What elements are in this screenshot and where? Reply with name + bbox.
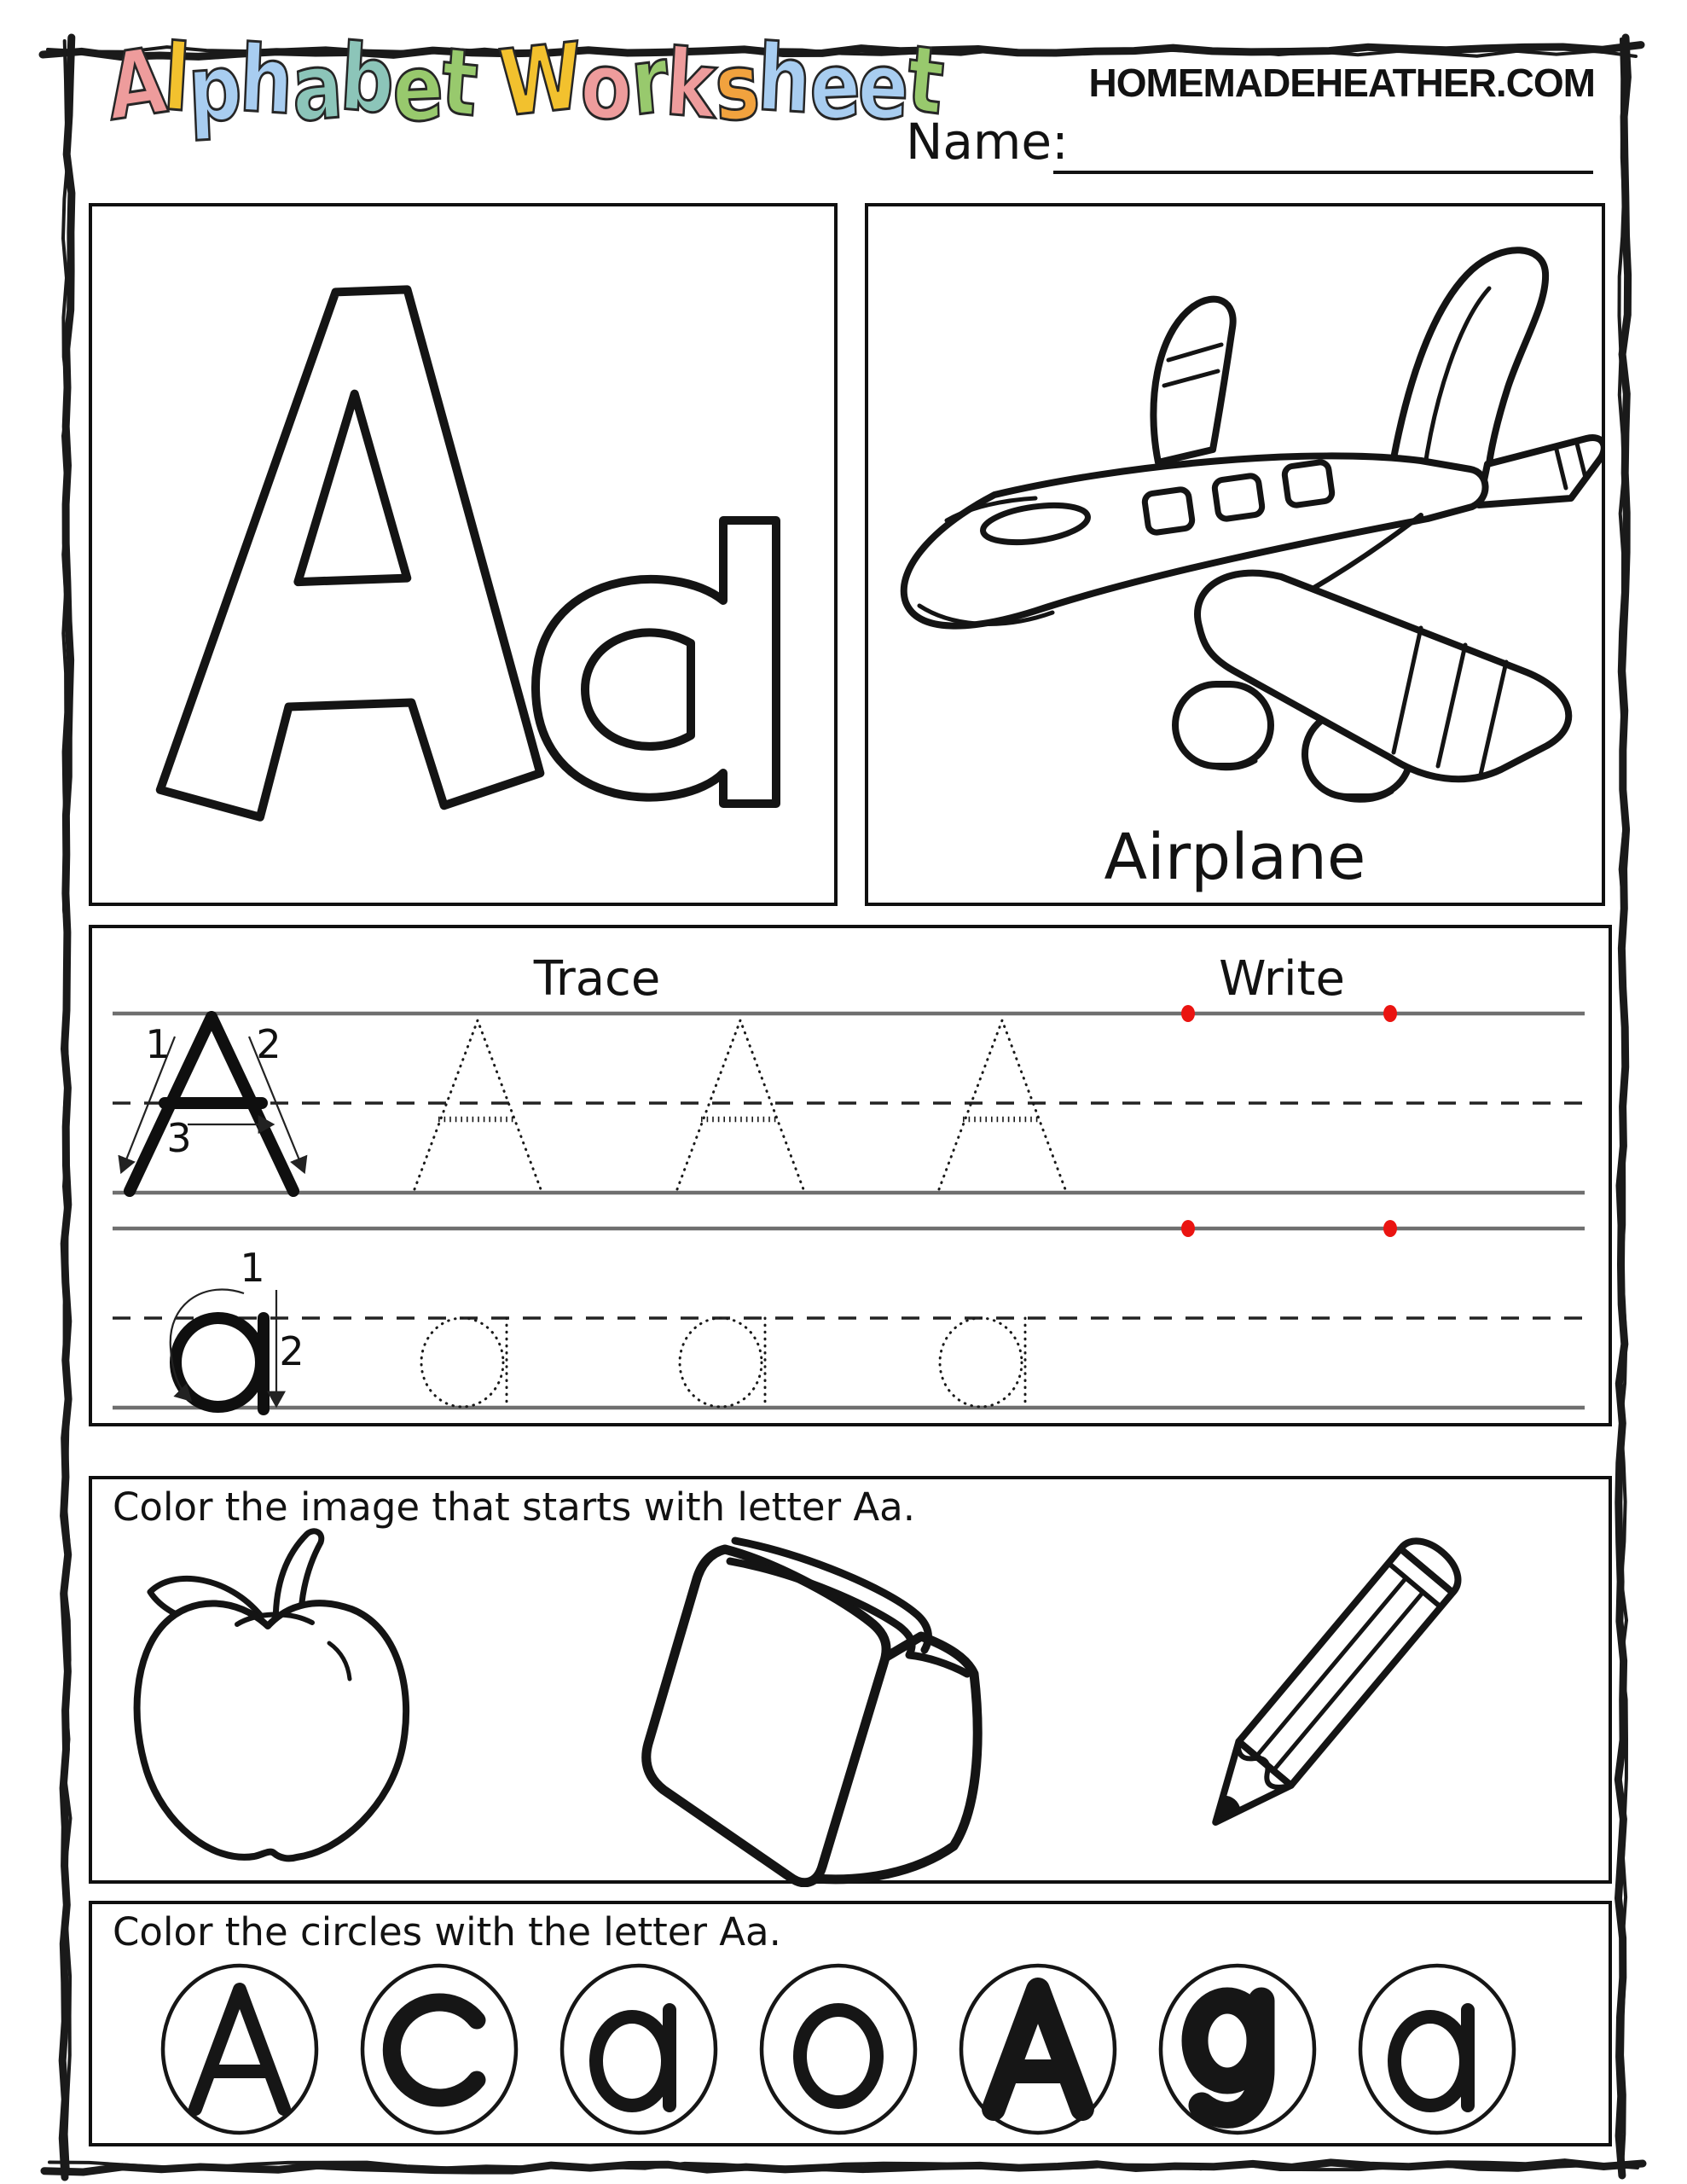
title-letter: o <box>578 31 634 142</box>
example-uppercase-letter <box>122 1017 304 1191</box>
trace-letter-lowercase <box>421 1318 507 1408</box>
title-letter: h <box>755 23 812 135</box>
title-letter: t <box>902 24 947 136</box>
book-illustration <box>522 1529 983 1887</box>
airplane-far-wing <box>1153 299 1232 462</box>
title-letter: l <box>160 23 192 133</box>
trace-write-section <box>89 925 1612 1426</box>
title-letter: a <box>288 31 345 143</box>
stroke-number: 1 <box>145 1021 171 1067</box>
letter-circle <box>163 1966 316 2133</box>
trace-letter-lowercase <box>940 1318 1025 1408</box>
trace-letter-lowercase <box>680 1318 765 1408</box>
handwriting-practice-lines <box>92 928 1609 1423</box>
airplane-illustration <box>868 206 1602 903</box>
title-letter: t <box>438 26 480 137</box>
trace-letter-uppercase <box>415 1020 541 1189</box>
title-letter: e <box>807 31 861 141</box>
stroke-number: 1 <box>240 1245 265 1291</box>
example-lowercase-letter <box>171 1245 304 1409</box>
title-letter: e <box>391 33 444 143</box>
stroke-number: 2 <box>279 1328 304 1374</box>
site-url-text: HOMEMADEHEATHER.COM <box>1088 61 1595 105</box>
stroke-number: 2 <box>256 1021 281 1067</box>
title-letter: A <box>102 26 170 142</box>
trace-letter-uppercase <box>677 1020 803 1189</box>
title-letter: s <box>712 32 760 142</box>
pencil-illustration <box>1153 1522 1503 1884</box>
letter-circle <box>1161 1966 1314 2133</box>
color-circles-instruction: Color the circles with the letter Aa. <box>113 1909 781 1955</box>
letter-circles-row <box>92 1904 1609 2143</box>
bubble-letters-aa <box>92 206 834 903</box>
letter-circle <box>762 1966 915 2133</box>
color-circles-section <box>89 1901 1612 2146</box>
title-letter: h <box>237 24 294 136</box>
uppercase-letter-outline <box>143 286 542 821</box>
apple-illustration <box>109 1524 433 1880</box>
apple-body <box>137 1603 407 1858</box>
title-letter: k <box>663 28 717 140</box>
letter-circle <box>961 1966 1115 2133</box>
trace-heading: Trace <box>533 951 661 1007</box>
airplane-label: Airplane <box>1104 821 1366 894</box>
write-start-dot <box>1181 1005 1195 1022</box>
letter-circle <box>362 1966 516 2133</box>
trace-letter-uppercase <box>939 1020 1065 1189</box>
write-start-dot <box>1383 1220 1397 1237</box>
write-heading: Write <box>1219 951 1345 1007</box>
write-start-dot <box>1181 1220 1195 1237</box>
letter-aa-card <box>89 203 838 906</box>
title-letter: e <box>856 31 909 141</box>
name-write-line <box>1053 171 1593 174</box>
title-letter: b <box>338 23 397 135</box>
title-letter: r <box>626 25 671 136</box>
name-label: Name: <box>906 113 1069 171</box>
airplane-picture-card <box>865 203 1605 906</box>
stroke-number: 3 <box>166 1115 192 1161</box>
write-start-dot <box>1383 1005 1397 1022</box>
pencil-body <box>1238 1548 1452 1785</box>
color-image-instruction: Color the image that starts with letter Aa. <box>113 1484 916 1530</box>
page-title <box>102 21 947 195</box>
lowercase-letter-outline <box>536 520 776 804</box>
title-letter: p <box>185 32 243 144</box>
letter-circle <box>562 1966 716 2133</box>
letter-circle <box>1360 1966 1514 2133</box>
title-letter: W <box>496 21 585 138</box>
